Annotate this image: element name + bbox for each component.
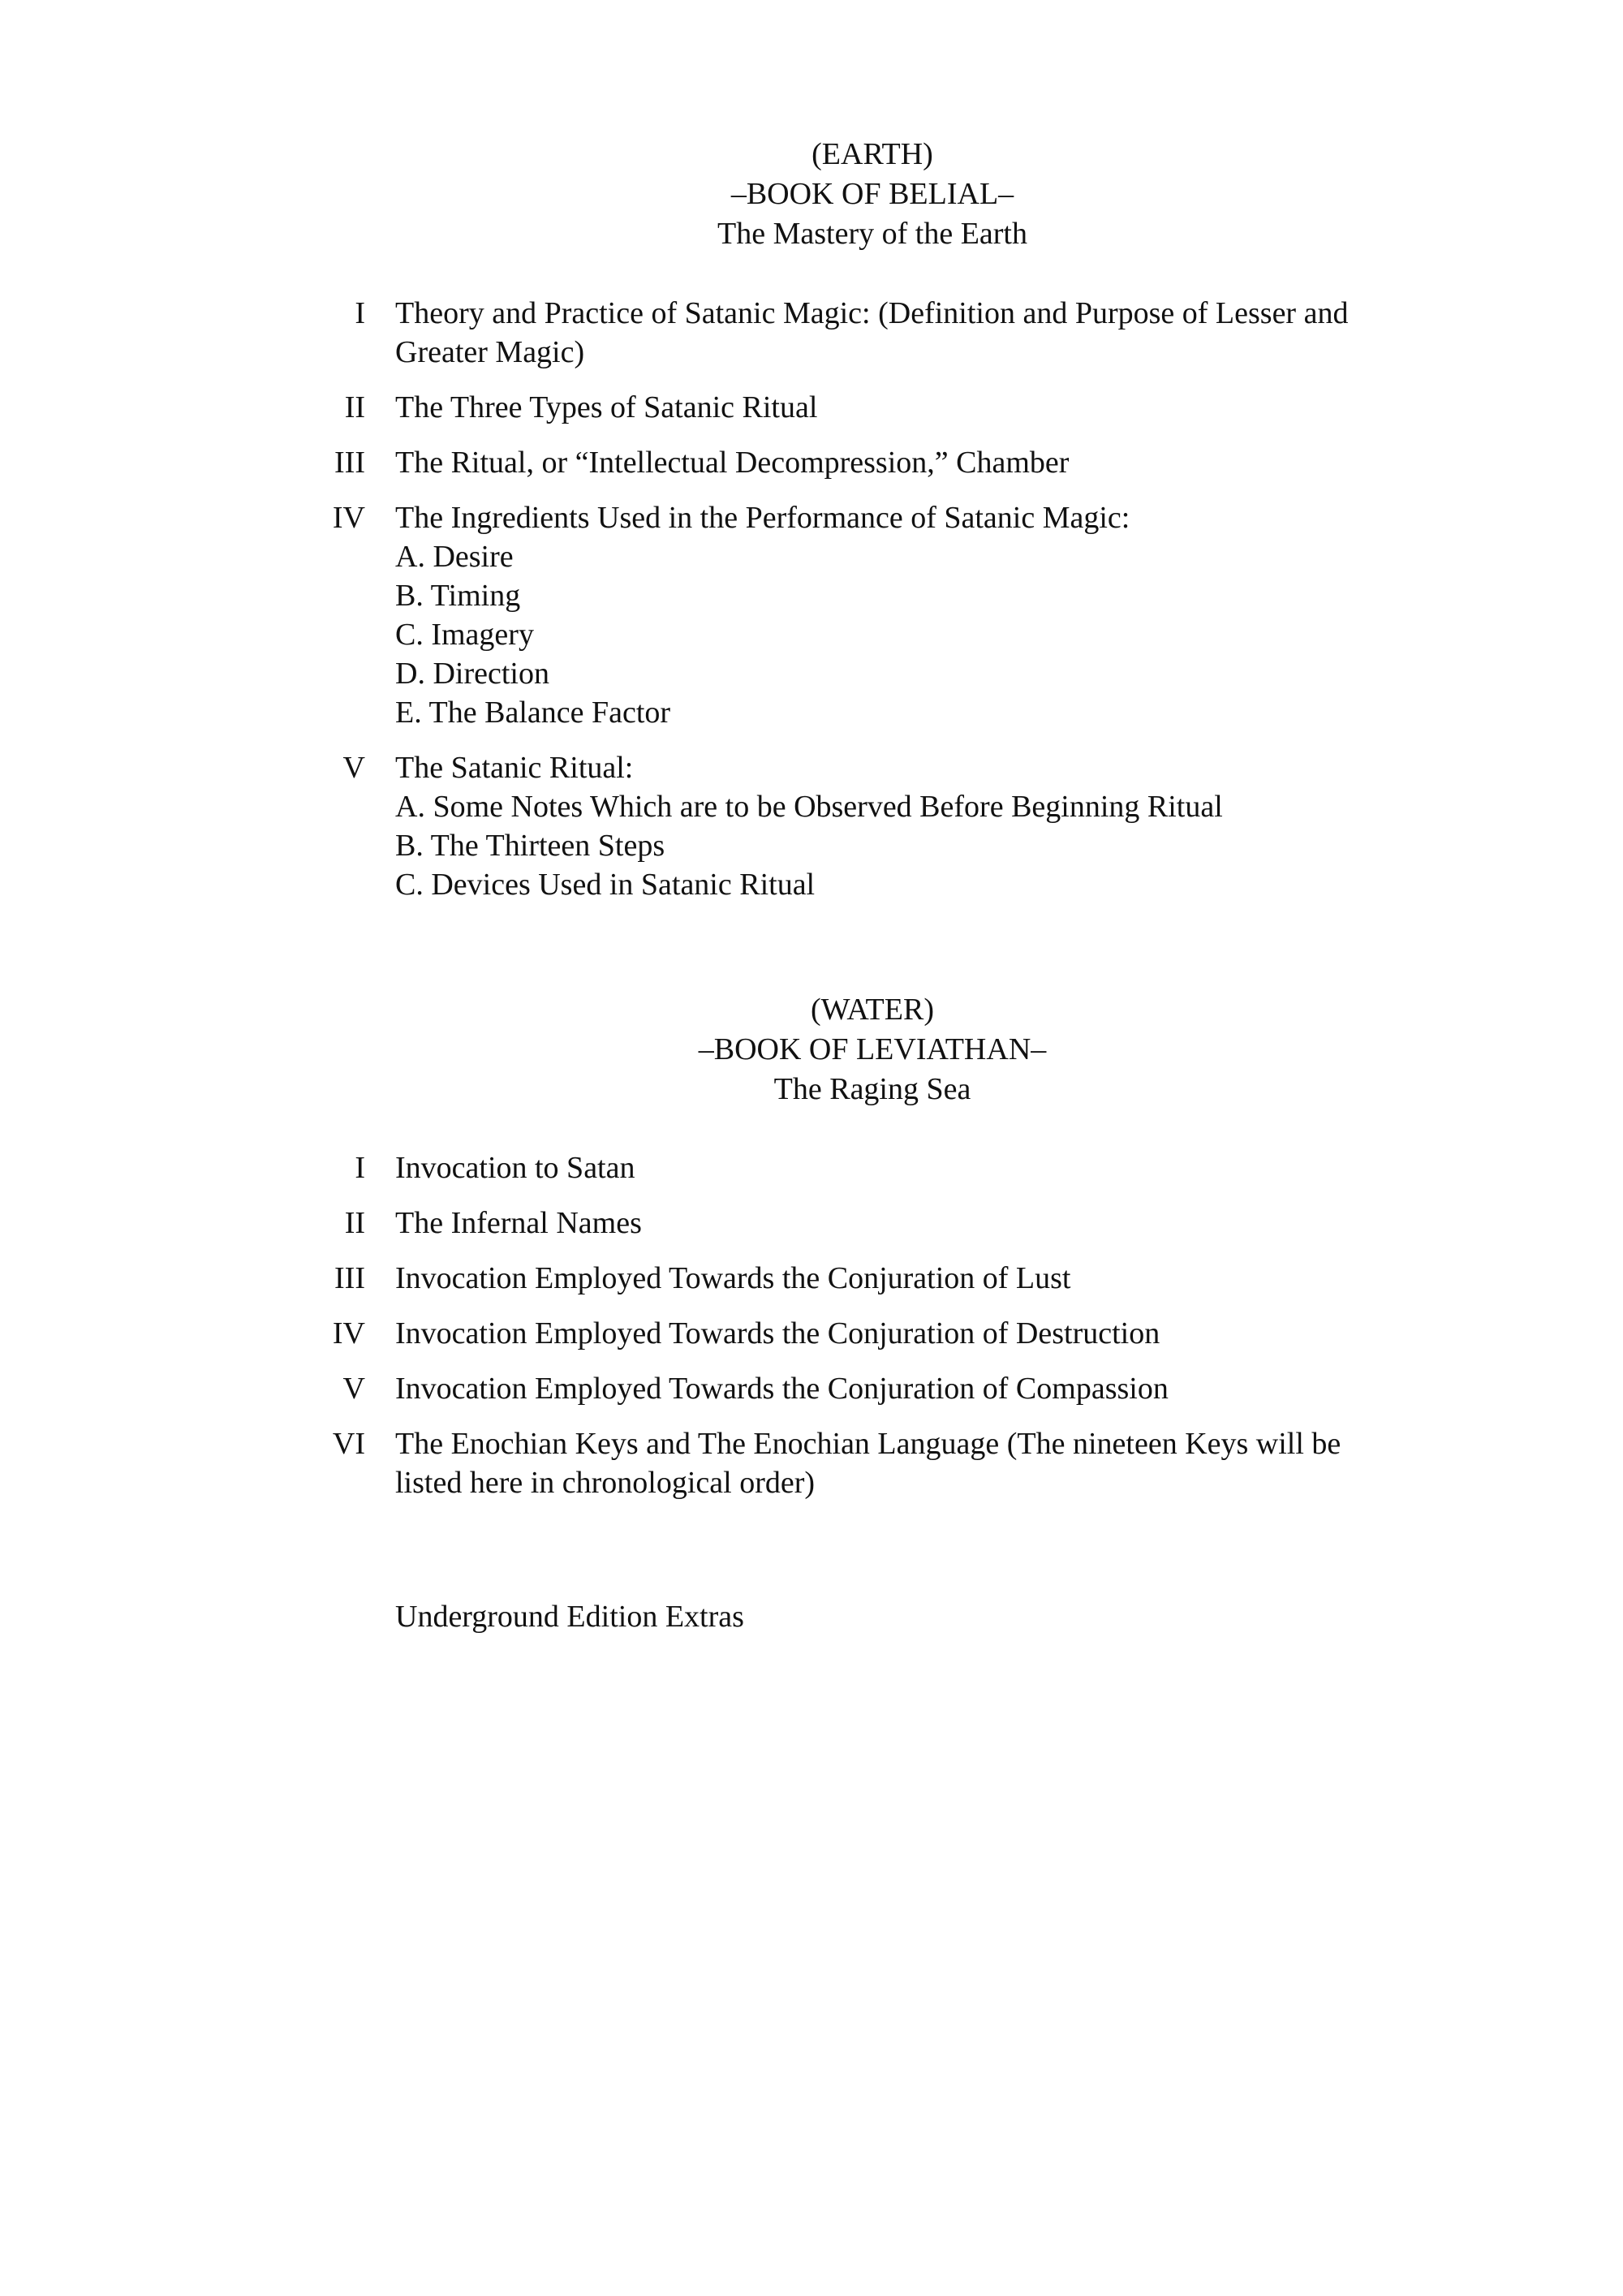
list-item — [0, 294, 1623, 372]
water-subtitle: The Raging Sea — [773, 1072, 971, 1106]
list-item — [0, 1204, 1623, 1243]
list-item — [0, 1148, 1623, 1187]
water-book-title: –BOOK OF LEVIATHAN– — [698, 1032, 1047, 1066]
entry-title: Invocation Employed Towards the Conjuration of Lust — [395, 1261, 1071, 1295]
underground-edition-extras: Underground Edition Extras — [395, 1600, 744, 1634]
sub-item: E. The Balance Factor — [395, 696, 671, 730]
entry-title: The Infernal Names — [395, 1206, 642, 1240]
list-item — [0, 388, 1623, 427]
entry-title: Invocation Employed Towards the Conjuration of Destruction — [395, 1316, 1160, 1350]
entry-title: Theory and Practice of Satanic Magic: (Definition and Purpose of Lesser and Greater Magic) — [395, 296, 1349, 369]
entry-title: Invocation Employed Towards the Conjuration of Compassion — [395, 1372, 1169, 1406]
water-element-label: (WATER) — [811, 993, 934, 1027]
water-contents-list — [0, 1148, 1623, 1502]
list-item — [0, 1259, 1623, 1298]
sub-item: D. Direction — [395, 657, 549, 691]
list-item — [0, 1314, 1623, 1353]
entry-number: II — [344, 390, 365, 424]
earth-contents-list — [0, 294, 1623, 904]
entry-number: II — [344, 1206, 365, 1240]
entry-number: VI — [332, 1427, 365, 1461]
sub-item: A. Desire — [395, 540, 514, 574]
entry-sublist — [395, 787, 1623, 904]
earth-element-label: (EARTH) — [812, 137, 933, 171]
entry-number: III — [334, 446, 365, 480]
entry-number: III — [334, 1261, 365, 1295]
entry-title: The Satanic Ritual: — [395, 751, 634, 785]
list-item — [0, 443, 1623, 482]
entry-title: The Ingredients Used in the Performance of Satanic Magic: — [395, 501, 1130, 535]
list-item — [0, 498, 1623, 732]
entry-number: IV — [332, 501, 365, 535]
list-item — [0, 1424, 1623, 1502]
water-heading — [0, 990, 1623, 1109]
sub-item: C. Devices Used in Satanic Ritual — [395, 868, 816, 902]
list-item — [0, 748, 1623, 904]
entry-number: IV — [332, 1316, 365, 1350]
entry-sublist — [395, 537, 1623, 732]
entry-title: Invocation to Satan — [395, 1151, 635, 1185]
earth-subtitle: The Mastery of the Earth — [717, 217, 1027, 251]
entry-title: The Enochian Keys and The Enochian Language (The nineteen Keys will be listed here in chronological order) — [395, 1427, 1341, 1500]
entry-title: The Ritual, or “Intellectual Decompression,” Chamber — [395, 446, 1070, 480]
list-item — [0, 1369, 1623, 1408]
earth-book-title: –BOOK OF BELIAL– — [730, 177, 1014, 211]
entry-number: V — [342, 1372, 365, 1406]
entry-number: I — [355, 296, 365, 330]
entry-title: The Three Types of Satanic Ritual — [395, 390, 818, 424]
sub-item: B. Timing — [395, 579, 521, 613]
earth-heading — [0, 135, 1623, 254]
sub-item: C. Imagery — [395, 618, 534, 652]
sub-item: A. Some Notes Which are to be Observed Before Beginning Ritual — [395, 790, 1223, 824]
entry-number: V — [342, 751, 365, 785]
entry-number: I — [355, 1151, 365, 1185]
sub-item: B. The Thirteen Steps — [395, 829, 665, 863]
